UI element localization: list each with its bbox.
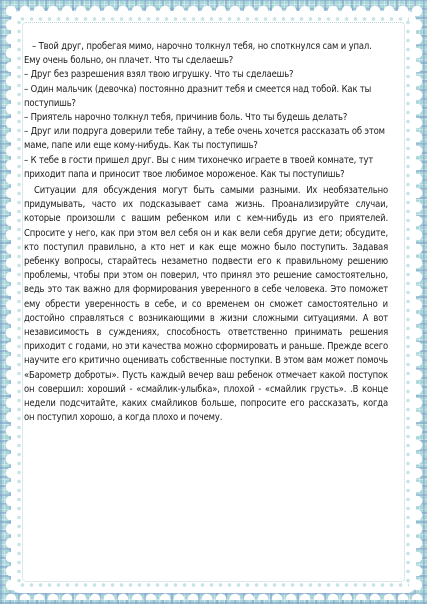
advice-paragraph: Ситуации для обсуждения могут быть самыми разными. Их необязательно придумывать, часто их подсказывает сама жизнь. Проанализируйте случаи, которые произошли с вашим ребенком или с кем-нибудь из его приятелей. Спросите у него, как при этом вел себя он и как вели себя другие дети; обсудите, кто поступил правильно, а кто нет и как еще можно было поступить. Задавая ребенку вопросы, старайтесь незаметно подвести его к правильному решению проблемы, чтобы при этом он поверил, что принял это решение самостоятельно, ведь это так важно для формирования уверенного в себе человека. Это поможет ему обрести уверенность в себе, и со временем он сможет самостоятельно и достойно справляться с возникающими в жизни сложными ситуациями. А вот независимость в суждениях, способность ответственно принимать решения приходит с годами, но эти качества можно сформировать и раньше. Прежде всего научите его критично оценивать собственные поступки. В этом вам может помочь «Барометр доброты». Пусть каждый вечер ваш ребенок отмечает какой поступок он совершил: хороший - «смайлик-улыбка», плохой - «смайлик грусть». .В конце недели подсчитайте, каких смайликов больше, попросите его рассказать, когда он поступил хорошо, а когда плохо и почему. — [24, 185, 388, 424]
lace-edge-bottom — [18, 582, 409, 588]
lace-edge-right — [405, 18, 411, 586]
question-line: – Приятель нарочно толкнул тебя, причинив боль. Что ты будешь делать? — [24, 112, 348, 124]
question-line: – Друг или подруга доверили тебе тайну, а тебе очень хочется рассказать об этом маме, папе или еще кому-нибудь. Как ты поступишь? — [24, 126, 385, 152]
question-line: – Друг без разрешения взял твою игрушку. Что ты сделаешь? — [24, 69, 294, 81]
question-line: – Твой друг, пробегая мимо, нарочно толкнул тебя, но споткнулся сам и упал. Ему очень больно, он плачет. Что ты сделаешь? — [24, 41, 372, 67]
document-text — [24, 40, 388, 425]
question-line: – Один мальчик (девочка) постоянно дразнит тебя и смеется над тобой. Как ты поступишь? — [24, 83, 372, 109]
question-line: – К тебе в гости пришел друг. Вы с ним тихонечко играете в твоей комнате, тут приходит папа и приносит твое любимое мороженое. Как ты поступишь? — [24, 154, 374, 180]
